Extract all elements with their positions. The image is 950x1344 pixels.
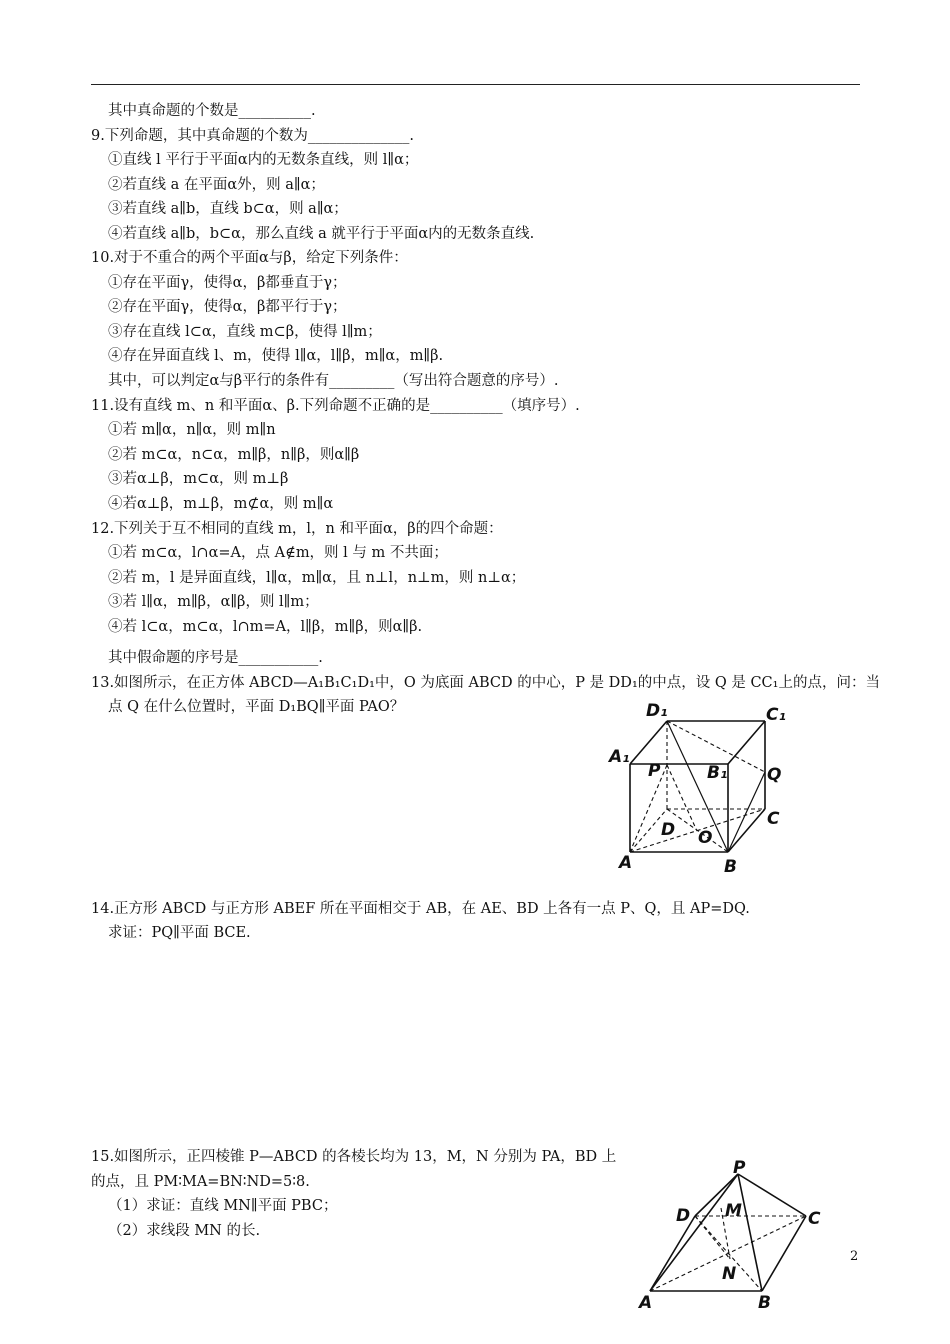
text-line-content: ④若直线 a∥b，b⊂α，那么直线 a 就平行于平面α内的无数条直线. [108,226,535,242]
pyramid-label-C: C [808,1209,821,1229]
text-line [91,126,414,146]
text-line [108,150,418,170]
text-line-content: ④若α⊥β，m⊥β，m⊄α，则 m∥α [108,496,334,512]
text-line [108,420,276,440]
text-line-content: 12.下列关于互不相同的直线 m，l，n 和平面α，β的四个命题： [91,521,503,537]
text-line [108,346,443,366]
text-line [108,101,316,121]
text-line-content: ③若α⊥β，m⊂α，则 m⊥β [108,471,289,487]
pyramid-label-P: P [733,1158,746,1178]
text-line-content: （2）求线段 MN 的长. [108,1223,261,1239]
text-line-content: 9.下列命题，其中真命题的个数为______________. [91,128,414,144]
text-line-content: ③若直线 a∥b，直线 b⊂α，则 a∥α； [108,201,348,217]
cube-label-B1: B₁ [707,763,728,783]
text-line-content: 的点，且 PM∶MA=BN∶ND=5∶8. [91,1174,310,1190]
header-rule [91,84,860,85]
cube-label-B: B [724,857,737,877]
text-line-content: ②存在平面γ，使得α，β都平行于γ； [108,299,347,315]
text-line [108,469,288,489]
cube-figure [600,698,840,878]
text-line-content: 10.对于不重合的两个平面α与β，给定下列条件： [91,250,408,266]
text-line [91,1147,616,1167]
text-line-content: 求证：PQ∥平面 BCE. [108,925,251,941]
cube-label-A1: A₁ [609,747,630,767]
cube-label-D1: D₁ [646,701,668,721]
pyramid-figure [630,1158,830,1318]
text-line [91,899,750,919]
text-line-content: ①直线 l 平行于平面α内的无数条直线，则 l∥α； [108,152,419,168]
text-line [91,396,580,416]
text-line [108,297,347,317]
text-line-content: 其中真命题的个数是__________. [108,103,316,119]
text-line [108,371,559,391]
text-line [91,519,503,539]
text-line-content: ①若 m∥α，n∥α，则 m∥n [108,422,276,438]
text-line [108,617,422,637]
cube-label-D: D [661,820,676,840]
text-line [108,224,534,244]
text-line-content: ①若 m⊂α，l∩α=A，点 A∉m，则 l 与 m 不共面； [108,545,448,561]
cube-label-O: O [698,828,713,848]
pyramid-label-A: A [639,1293,653,1313]
cube-label-C1: C₁ [766,705,786,725]
text-line-content: ④若 l⊂α，m⊂α，l∩m=A，l∥β，m∥β，则α∥β. [108,619,423,635]
text-line [108,697,404,717]
text-line [108,199,348,219]
text-line-content: 15.如图所示，正四棱锥 P—ABCD 的各棱长均为 13，M，N 分别为 PA，BD 上 [91,1149,617,1165]
text-line-content: ③若 l∥α，m∥β，α∥β，则 l∥m； [108,594,319,610]
text-line-content: 13.如图所示，在正方体 ABCD—A₁B₁C₁D₁中，O 为底面 ABCD 的中心，P 是 DD₁的中点，设 Q 是 CC₁上的点，问：当 [91,675,880,691]
text-line [108,445,359,465]
text-line-content: 其中，可以判定α与β平行的条件有_________（写出符合题意的序号）. [108,373,559,389]
text-line [108,494,333,514]
text-line-content: ③存在直线 l⊂α，直线 m⊂β，使得 l∥m； [108,324,382,340]
text-line-content: ②若 m，l 是异面直线，l∥α，m∥α，且 n⊥l，n⊥m，则 n⊥α； [108,570,526,586]
text-line [108,592,319,612]
text-line [91,1172,310,1192]
text-line [108,648,323,668]
cube-label-C: C [767,809,780,829]
text-line-content: 点 Q 在什么位置时，平面 D₁BQ∥平面 PAO？ [108,699,405,715]
text-line [108,543,448,563]
text-line [108,1196,337,1216]
text-line [108,175,325,195]
text-line [108,568,525,588]
text-line-content: ②若直线 a 在平面α外，则 a∥α； [108,177,325,193]
text-line [108,923,251,943]
pyramid-label-D: D [676,1206,691,1226]
text-line [91,673,880,693]
text-line-content: 14.正方形 ABCD 与正方形 ABEF 所在平面相交于 AB，在 AE、BD 上各有一点 P、Q，且 AP=DQ. [91,901,750,917]
text-line-content: ①存在平面γ，使得α，β都垂直于γ； [108,275,347,291]
text-line [108,273,347,293]
cube-label-Q: Q [767,765,782,785]
text-line-content: 11.设有直线 m、n 和平面α、β.下列命题不正确的是__________（填序号）. [91,398,580,414]
page-number: 2 [850,1249,859,1264]
cube-label-A: A [619,853,633,873]
cube-label-P: P [648,761,661,781]
pyramid-label-B: B [758,1293,771,1313]
text-line-content: 其中假命题的序号是___________. [108,650,323,666]
pyramid-label-M: M [725,1201,742,1221]
text-line [108,1221,260,1241]
pyramid-label-N: N [722,1264,737,1284]
text-line [91,248,408,268]
text-line [108,322,382,342]
text-line-content: （1）求证：直线 MN∥平面 PBC； [108,1198,338,1214]
text-line-content: ④存在异面直线 l、m，使得 l∥α，l∥β，m∥α，m∥β. [108,348,444,364]
text-line-content: ②若 m⊂α，n⊂α，m∥β，n∥β，则α∥β [108,447,360,463]
